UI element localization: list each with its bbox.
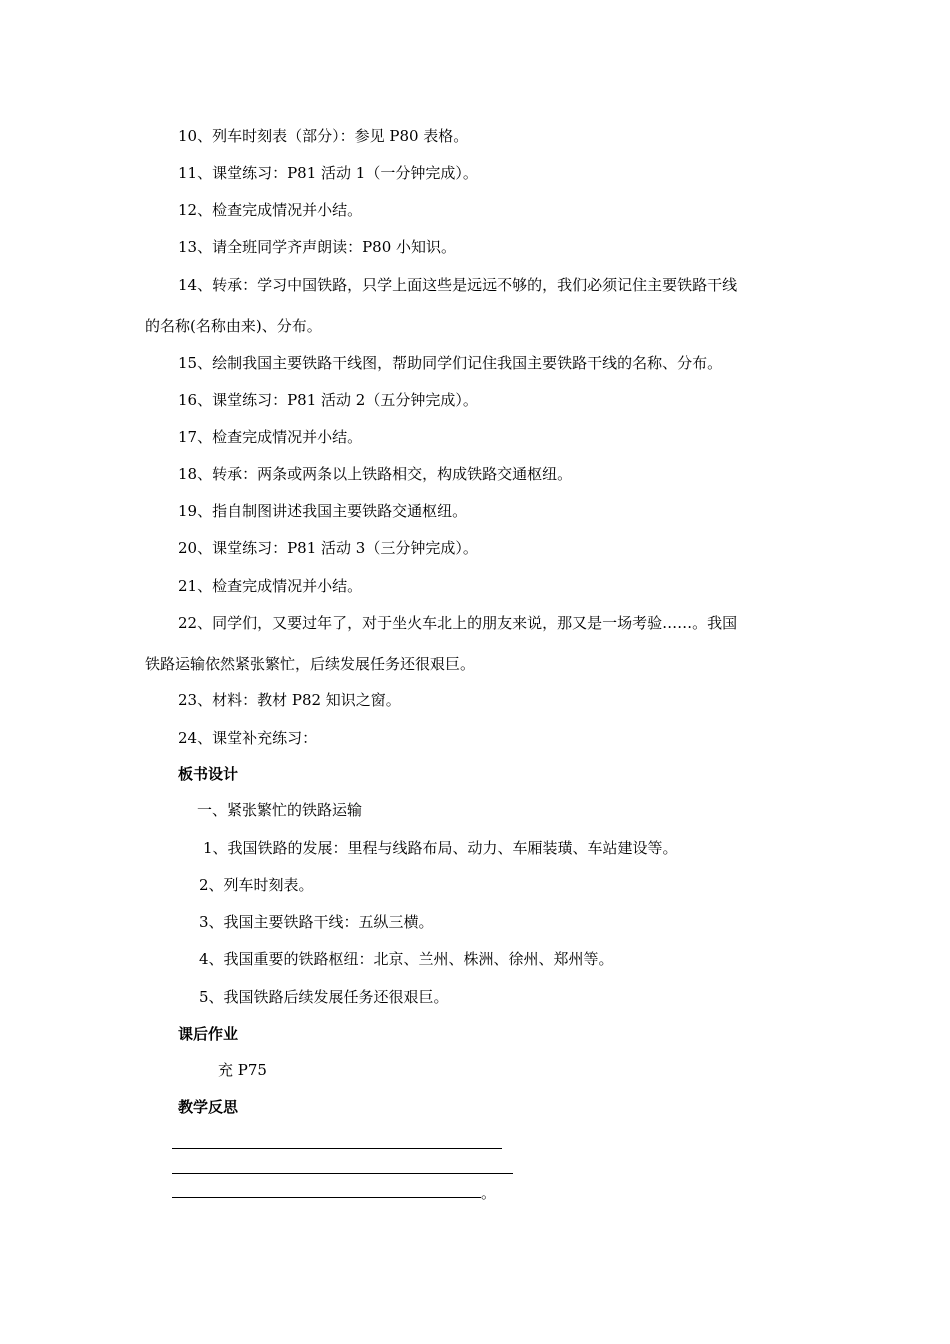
board-item-2: 2、列车时刻表。 (199, 876, 314, 894)
board-item-3: 3、我国主要铁路干线：五纵三横。 (199, 913, 434, 931)
board-title: 一、紧张繁忙的铁路运输 (197, 801, 363, 819)
step-22-continuation: 铁路运输依然紧张繁忙，后续发展任务还很艰巨。 (145, 655, 476, 673)
step-21: 21、检查完成情况并小结。 (178, 577, 363, 595)
step-18: 18、转承：两条或两条以上铁路相交，构成铁路交通枢纽。 (178, 465, 573, 483)
step-10: 10、列车时刻表（部分）：参见 P80 表格。 (178, 127, 469, 145)
board-item-1: 1、我国铁路的发展：里程与线路布局、动力、车厢装璜、车站建设等。 (203, 839, 678, 857)
board-item-5: 5、我国铁路后续发展任务还很艰巨。 (199, 988, 449, 1006)
step-16: 16、课堂练习：P81 活动 2（五分钟完成）。 (178, 391, 478, 409)
step-13: 13、请全班同学齐声朗读：P80 小知识。 (178, 238, 457, 256)
reflection-blank-line-1 (172, 1148, 502, 1149)
homework-text: 充 P75 (218, 1061, 267, 1079)
reflection-blank-line-3 (172, 1197, 481, 1198)
reflection-blank-line-2 (172, 1173, 513, 1174)
reflection-heading: 教学反思 (178, 1098, 239, 1116)
reflection-end-mark: 。 (481, 1184, 497, 1202)
step-12: 12、检查完成情况并小结。 (178, 201, 363, 219)
step-23: 23、材料：教材 P82 知识之窗。 (178, 691, 401, 709)
step-14-continuation: 的名称(名称由来)、分布。 (145, 317, 322, 335)
step-14: 14、转承：学习中国铁路，只学上面这些是远远不够的，我们必须记住主要铁路干线 (178, 276, 738, 294)
board-heading: 板书设计 (178, 765, 239, 783)
step-17: 17、检查完成情况并小结。 (178, 428, 363, 446)
homework-heading: 课后作业 (178, 1025, 239, 1043)
board-item-4: 4、我国重要的铁路枢纽：北京、兰州、株洲、徐州、郑州等。 (199, 950, 614, 968)
step-24: 24、课堂补充练习： (178, 729, 318, 747)
step-19: 19、指自制图讲述我国主要铁路交通枢纽。 (178, 502, 468, 520)
step-22: 22、同学们，又要过年了，对于坐火车北上的朋友来说，那又是一场考验……。我国 (178, 614, 738, 632)
step-11: 11、课堂练习：P81 活动 1（一分钟完成）。 (178, 164, 478, 182)
step-15: 15、绘制我国主要铁路干线图，帮助同学们记住我国主要铁路干线的名称、分布。 (178, 354, 723, 372)
step-20: 20、课堂练习：P81 活动 3（三分钟完成）。 (178, 539, 478, 557)
